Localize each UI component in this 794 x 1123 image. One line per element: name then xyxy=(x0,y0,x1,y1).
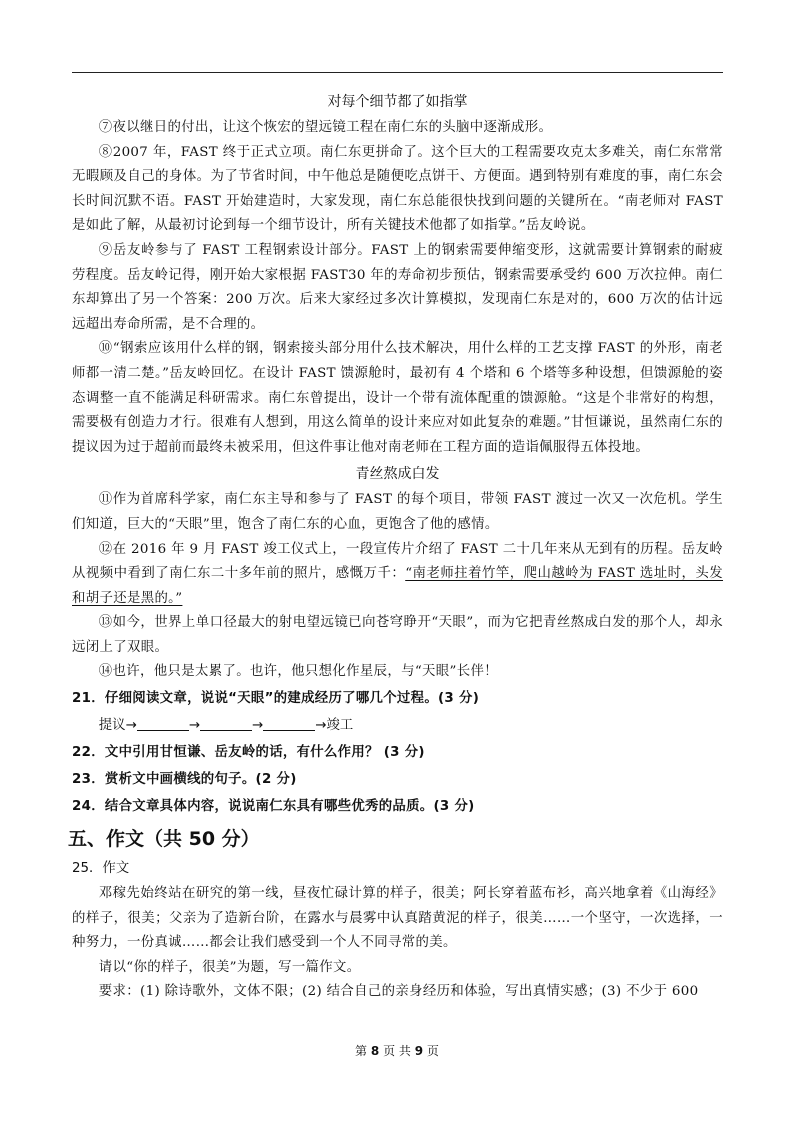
header-rule xyxy=(72,72,723,73)
answer-blank-3[interactable] xyxy=(263,716,315,731)
process-arrow-2: → xyxy=(252,718,264,734)
process-start: 提议→ xyxy=(98,718,137,734)
footer-middle: 页 共 xyxy=(383,1044,411,1058)
subheading-details: 对每个细节都了如指掌 xyxy=(327,94,468,110)
paragraph-12-text: ⑫在 2016 年 9 月 FAST 竣工仪式上，一段宣传片介绍了 FAST 二十几年来从无到有的历程。岳友岭从视频中看到了南仁东二十多年前的照片，感慨万千： xyxy=(72,541,723,582)
section-five-title: 五、作文（共 50 分） xyxy=(68,828,260,851)
question-23: 23．赏析文中画横线的句子。(2 分) xyxy=(72,772,297,788)
paragraph-10: ⑩“钢索应该用什么样的钢，钢索接头部分用什么技术解决，用什么样的工艺支撑 FAST 的外形，南老师都一清二楚。”岳友岭回忆。在设计 FAST 馈源舱时，最初有 4 个塔和 6 个塔等多种设想，但馈源舱的姿态调整一直不能满足科研需求。南仁东曾提出，设计一个带有流体配重的馈源舱。“这是个非常好的构想，需要极有创造力才行。很难有人想到，用这么简单的设计来应对如此复杂的难题。”甘恒谦说，虽然南仁东的提议因为过于超前而最终未被采用，但这件事让他对南老师在工程方面的造诣佩服得五体投地。 xyxy=(72,341,723,455)
footer-total-pages: 9 xyxy=(414,1044,424,1058)
page-content xyxy=(68,88,724,1005)
page-footer xyxy=(0,1042,794,1059)
question-25: 25．作文 xyxy=(72,861,130,877)
question-21-process xyxy=(72,712,723,739)
paragraph-13: ⑬如今，世界上单口径最大的射电望远镜已向苍穹睁开“天眼”，而为它把青丝熬成白发的那个人，却永远闭上了双眼。 xyxy=(72,615,723,655)
answer-blank-1[interactable] xyxy=(137,716,189,731)
footer-prefix: 第 xyxy=(355,1044,368,1058)
question-22: 22．文中引用甘恒谦、岳友岭的话，有什么作用？ (3 分) xyxy=(72,745,425,761)
paragraph-9: ⑨岳友岭参与了 FAST 工程钢索设计部分。FAST 上的钢索需要伸缩变形，这就需要计算钢索的耐疲劳程度。岳友岭记得，刚开始大家根据 FAST30 年的寿命初步预估，钢索需要承受约 600 万次拉伸。南仁东却算出了另一个答案：200 万次。后来大家经过多次计算模拟，发现南仁东是对的，600 万次的估计远远超出寿命所需，是不合理的。 xyxy=(72,242,723,332)
process-arrow-1: → xyxy=(188,718,201,734)
paragraph-11: ⑪作为首席科学家，南仁东主导和参与了 FAST 的每个项目，带领 FAST 渡过一次又一次危机。学生们知道，巨大的“天眼”里，饱含了南仁东的心血，更饱含了他的感情。 xyxy=(72,492,723,532)
footer-suffix: 页 xyxy=(426,1044,439,1058)
footer-page-number: 8 xyxy=(370,1044,380,1058)
paragraph-12 xyxy=(72,538,723,612)
essay-instruction: 请以“你的样子，很美”为题，写一篇作文。 xyxy=(98,959,361,975)
subheading-white-hair: 青丝熬成白发 xyxy=(355,466,440,483)
question-24: 24．结合文章具体内容，说说南仁东具有哪些优秀的品质。(3 分) xyxy=(72,799,475,815)
process-end: →竣工 xyxy=(315,718,354,734)
paragraph-7: ⑦夜以继日的付出，让这个恢宏的望远镜工程在南仁东的头脑中逐渐成形。 xyxy=(98,120,553,135)
paragraph-14: ⑭也许，他只是太累了。也许，他只想化作星辰，与“天眼”长伴！ xyxy=(98,664,498,680)
essay-requirements: 要求：(1) 除诗歌外，文体不限；(2) 结合自己的亲身经历和体验，写出真情实感；(3) 不少于 600 xyxy=(98,984,699,1000)
answer-blank-2[interactable] xyxy=(200,716,252,731)
essay-prompt: 邓稼先始终站在研究的第一线，昼夜忙碌计算的样子，很美；阿长穿着蓝布衫，高兴地拿着《山海经》的样子，很美；父亲为了造新台阶，在露水与晨雾中认真踏黄泥的样子，很美……一个坚守，一次选择，一种努力，一份真诚……都会让我们感受到一个人不同寻常的美。 xyxy=(72,886,723,951)
paragraph-8: ⑧2007 年，FAST 终于正式立项。南仁东更拼命了。这个巨大的工程需要攻克太多难关，南仁东常常无暇顾及自己的身体。为了节省时间，中午他总是随便吃点饼干、方便面。遇到特别有难度的事，南仁东会长时间沉默不语。FAST 开始建造时，大家发现，南仁东总能很快找到问题的关键所在。“南老师对 FAST是如此了解，从最初讨论到每一个细节设计，所有关键技术他都了如指掌。”岳友岭说。 xyxy=(72,144,723,234)
question-21: 21．仔细阅读文章，说说“天眼”的建成经历了哪几个过程。(3 分) xyxy=(72,691,480,707)
underlined-sentence: “南老师拄着竹竿，爬山越岭为 FAST 选址时，头发和胡子还是黑的。” xyxy=(72,566,724,606)
